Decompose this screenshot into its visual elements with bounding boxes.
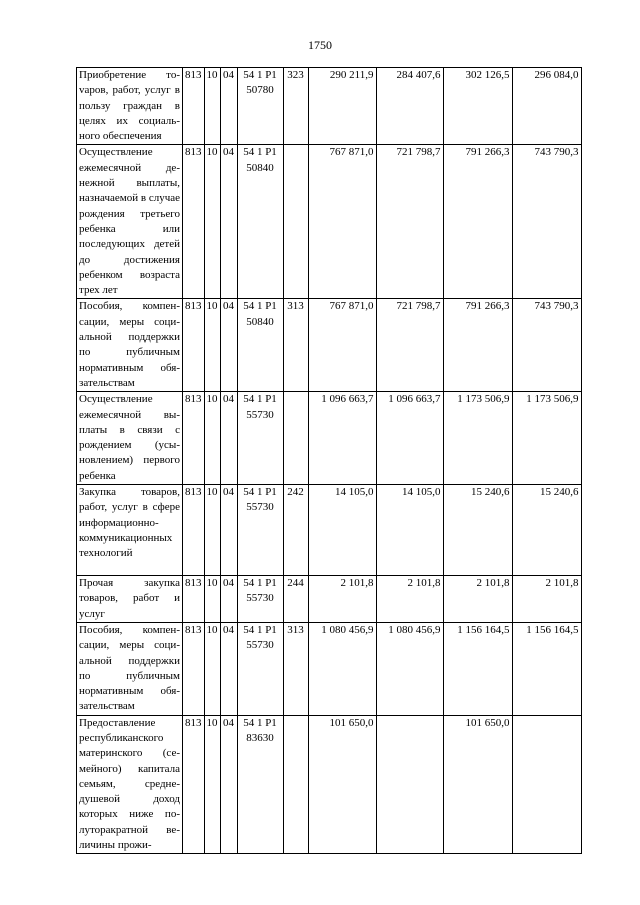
table-row [77,392,582,485]
table-row [77,715,582,854]
target-article-code: 54 1 P1 55730 [237,392,283,485]
amount-1: 1 080 456,9 [308,622,376,715]
section-code: 10 [204,392,220,485]
amount-4: 743 790,3 [512,145,581,299]
table-row [77,68,582,145]
subsection-code: 04 [220,392,237,485]
subsection-code: 04 [220,715,237,854]
amount-2: 721 798,7 [376,145,443,299]
expense-name: Закупка товаров, работ, услуг в сфере информационно-коммуникационных технологий [77,485,183,576]
amount-2 [376,715,443,854]
budget-table [76,67,582,854]
section-code: 10 [204,622,220,715]
ministry-code: 813 [183,715,205,854]
amount-4: 743 790,3 [512,299,581,392]
expense-type-code: 323 [283,68,308,145]
ministry-code: 813 [183,392,205,485]
expense-name: Пособия, компенсации, меры социальной поддержки по публичным нормативным обязательствам [77,622,183,715]
expense-type-code: 313 [283,299,308,392]
target-article-code: 54 1 P1 55730 [237,622,283,715]
expense-name: Приобретение тоvаров, работ, услуг в пользу граждан в целях их социального обеспечения [77,68,183,145]
ministry-code: 813 [183,299,205,392]
amount-2: 284 407,6 [376,68,443,145]
section-code: 10 [204,485,220,576]
section-code: 10 [204,576,220,623]
expense-name: Прочая закупка товаров, работ и услуг [77,576,183,623]
amount-1: 2 101,8 [308,576,376,623]
ministry-code: 813 [183,622,205,715]
amount-3: 2 101,8 [443,576,512,623]
amount-3: 302 126,5 [443,68,512,145]
amount-1: 101 650,0 [308,715,376,854]
subsection-code: 04 [220,576,237,623]
table-row [77,622,582,715]
amount-3: 791 266,3 [443,299,512,392]
table-row [77,576,582,623]
ministry-code: 813 [183,576,205,623]
amount-2: 721 798,7 [376,299,443,392]
page-number: 1750 [308,38,332,52]
section-code: 10 [204,145,220,299]
expense-type-code [283,715,308,854]
subsection-code: 04 [220,485,237,576]
subsection-code: 04 [220,299,237,392]
amount-2: 2 101,8 [376,576,443,623]
table-row [77,299,582,392]
expense-type-code: 242 [283,485,308,576]
amount-4: 1 173 506,9 [512,392,581,485]
target-article-code: 54 1 P1 50840 [237,299,283,392]
amount-2: 1 080 456,9 [376,622,443,715]
expense-type-code [283,392,308,485]
expense-name: Осуществление ежемесячной выплаты в связи с рождением (усыновлением) первого ребенка [77,392,183,485]
amount-1: 767 871,0 [308,299,376,392]
table-row [77,485,582,576]
expense-name: Пособия, компенсации, меры социальной поддержки по публичным нормативным обязательствам [77,299,183,392]
subsection-code: 04 [220,145,237,299]
amount-3: 101 650,0 [443,715,512,854]
target-article-code: 54 1 P1 50780 [237,68,283,145]
ministry-code: 813 [183,145,205,299]
section-code: 10 [204,68,220,145]
table-row [77,145,582,299]
amount-1: 290 211,9 [308,68,376,145]
section-code: 10 [204,299,220,392]
amount-1: 14 105,0 [308,485,376,576]
amount-1: 1 096 663,7 [308,392,376,485]
subsection-code: 04 [220,622,237,715]
target-article-code: 54 1 P1 50840 [237,145,283,299]
expense-name: Предоставление республиканского материнского (семейного) капитала семьям, среднедушевой доход которых ниже полуторакратной величины прожи- [77,715,183,854]
amount-3: 15 240,6 [443,485,512,576]
ministry-code: 813 [183,68,205,145]
amount-3: 791 266,3 [443,145,512,299]
amount-1: 767 871,0 [308,145,376,299]
amount-4: 2 101,8 [512,576,581,623]
amount-4: 15 240,6 [512,485,581,576]
subsection-code: 04 [220,68,237,145]
amount-4: 1 156 164,5 [512,622,581,715]
amount-4: 296 084,0 [512,68,581,145]
expense-type-code: 313 [283,622,308,715]
amount-4 [512,715,581,854]
target-article-code: 54 1 P1 55730 [237,485,283,576]
section-code: 10 [204,715,220,854]
expense-name: Осуществление ежемесячной денежной выплаты, назначаемой в случае рождения третьего ребенка или последующих детей до достижения ребенком возраста трех лет [77,145,183,299]
target-article-code: 54 1 P1 55730 [237,576,283,623]
expense-type-code: 244 [283,576,308,623]
amount-2: 14 105,0 [376,485,443,576]
expense-type-code [283,145,308,299]
target-article-code: 54 1 P1 83630 [237,715,283,854]
ministry-code: 813 [183,485,205,576]
amount-2: 1 096 663,7 [376,392,443,485]
amount-3: 1 156 164,5 [443,622,512,715]
amount-3: 1 173 506,9 [443,392,512,485]
